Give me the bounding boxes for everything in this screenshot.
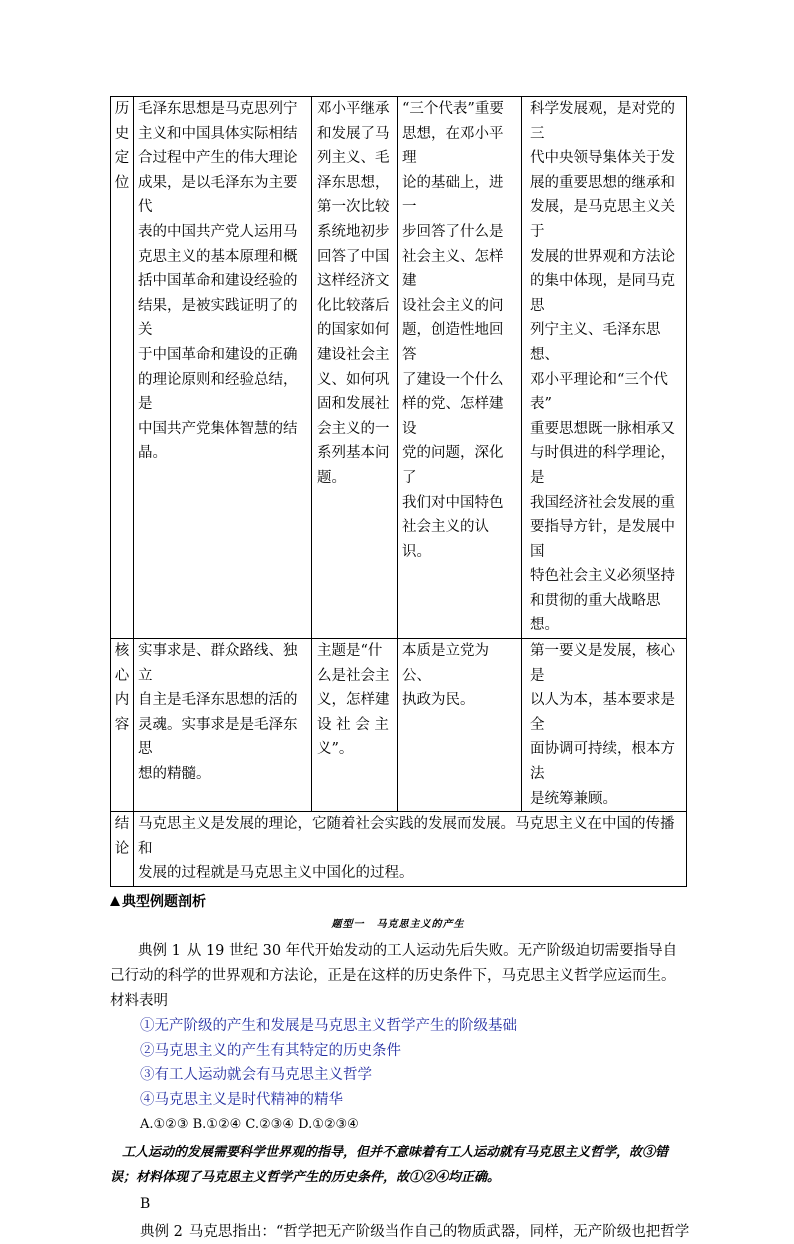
table-row-history <box>111 97 687 639</box>
answer-choices: A.①②③ B.①②④ C.②③④ D.①②③④ <box>140 1117 359 1132</box>
example1-stem <box>110 939 686 1014</box>
table-cell: “三个代表”重要 思想，在邓小平理 论的基础上，进一 步回答了什么是 社会主义、怎样建 设社会主义的问 题，创造性地回答 了建设一个什么 样的党、怎样建设 党的问题，深化了 我们对中国特色 社会主义的认识。 <box>398 97 522 639</box>
answer-text: B <box>140 1196 151 1212</box>
section-title: 典型例题剖析 <box>122 894 206 910</box>
comparison-table <box>110 96 687 887</box>
example-label: 典例 1 <box>138 943 181 959</box>
option-item: ③有工人运动就会有马克思主义哲学 <box>140 1067 372 1083</box>
table-row-conclusion <box>111 812 687 887</box>
table-cell: 主题是“什 么是社会主 义，怎样建 设 社 会 主 义”。 <box>312 639 398 812</box>
triangle-up-icon <box>110 896 120 906</box>
topic-title: 马克思主义的产生 <box>376 919 465 930</box>
option-item: ④马克思主义是时代精神的精华 <box>140 1091 343 1108</box>
topic-heading <box>110 917 686 933</box>
section-heading <box>110 891 686 913</box>
example2-stem <box>140 1220 690 1244</box>
row-header: 结 论 <box>111 812 134 887</box>
table-cell: 邓小平继承 和发展了马 列主义、毛 泽东思想， 第一次比较 系统地初步 回答了中国 这样经济文 化比较落后 的国家如何 建设社会主 义、如何巩 固和发展社 会主义的一 系列基本问 题。 <box>312 97 398 639</box>
example-stem-text: 从 19 世纪 30 年代开始发动的工人运动先后失败。无产阶级迫切需要指导自己行动的科学的世界观和方法论，正是在这样的历史条件下，马克思主义哲学应运而生。材料表明 <box>110 943 678 1009</box>
table-cell-merged: 马克思主义是发展的理论，它随着社会实践的发展而发展。马克思主义在中国的传播和 发展的过程就是马克思主义中国化的过程。 <box>134 812 687 887</box>
row-header: 核 心 内 容 <box>111 639 134 812</box>
table-cell: 科学发展观，是对党的三 代中央领导集体关于发 展的重要思想的继承和 发展，是马克思主义关于 发展的世界观和方法论 的集中体现，是同马克思 列宁主义、毛泽东思想、 邓小平理论和“三个代表” 重要思想既一脉相承又 与时俱进的科学理论，是 我国经济社会发展的重 要指导方针，是发展中国 特色社会主义必须坚持 和贯彻的重大战略思想。 <box>522 97 687 639</box>
row-header: 历 史 定 位 <box>111 97 134 639</box>
example-stem-text: 马克思指出：“哲学把无产阶级当作自己的物质武器，同样，无产阶级也把哲学 <box>188 1224 690 1240</box>
table-cell: 实事求是、群众路线、独立 自主是毛泽东思想的活的 灵魂。实事求是是毛泽东思 想的精髓。 <box>134 639 312 812</box>
example-label: 典例 2 <box>140 1224 183 1240</box>
option-item: ②马克思主义的产生有其特定的历史条件 <box>140 1042 401 1059</box>
table-cell: 毛泽东思想是马克思列宁 主义和中国具体实际相结 合过程中产生的伟大理论 成果，是以毛泽东为主要代 表的中国共产党人运用马 克思主义的基本原理和概 括中国革命和建设经验的 结果，是被实践证明了的关 于中国革命和建设的正确 的理论原则和经验总结，是 中国共产党集体智慧的结 晶。 <box>134 97 312 639</box>
analysis-text: 工人运动的发展需要科学世界观的指导，但并不意味着有工人运动就有马克思主义哲学，故③错误；材料体现了马克思主义哲学产生的历史条件，故①②④均正确。 <box>110 1145 669 1185</box>
table-cell: 第一要义是发展，核心是 以人为本，基本要求是全 面协调可持续，根本方法 是统筹兼顾。 <box>522 639 687 812</box>
page <box>110 96 690 1244</box>
table-cell: 本质是立党为公、 执政为民。 <box>398 639 522 812</box>
option-item: ①无产阶级的产生和发展是马克思主义哲学产生的阶级基础 <box>140 1018 517 1034</box>
table-row-core <box>111 639 687 812</box>
topic-label: 题型一 <box>331 919 365 930</box>
